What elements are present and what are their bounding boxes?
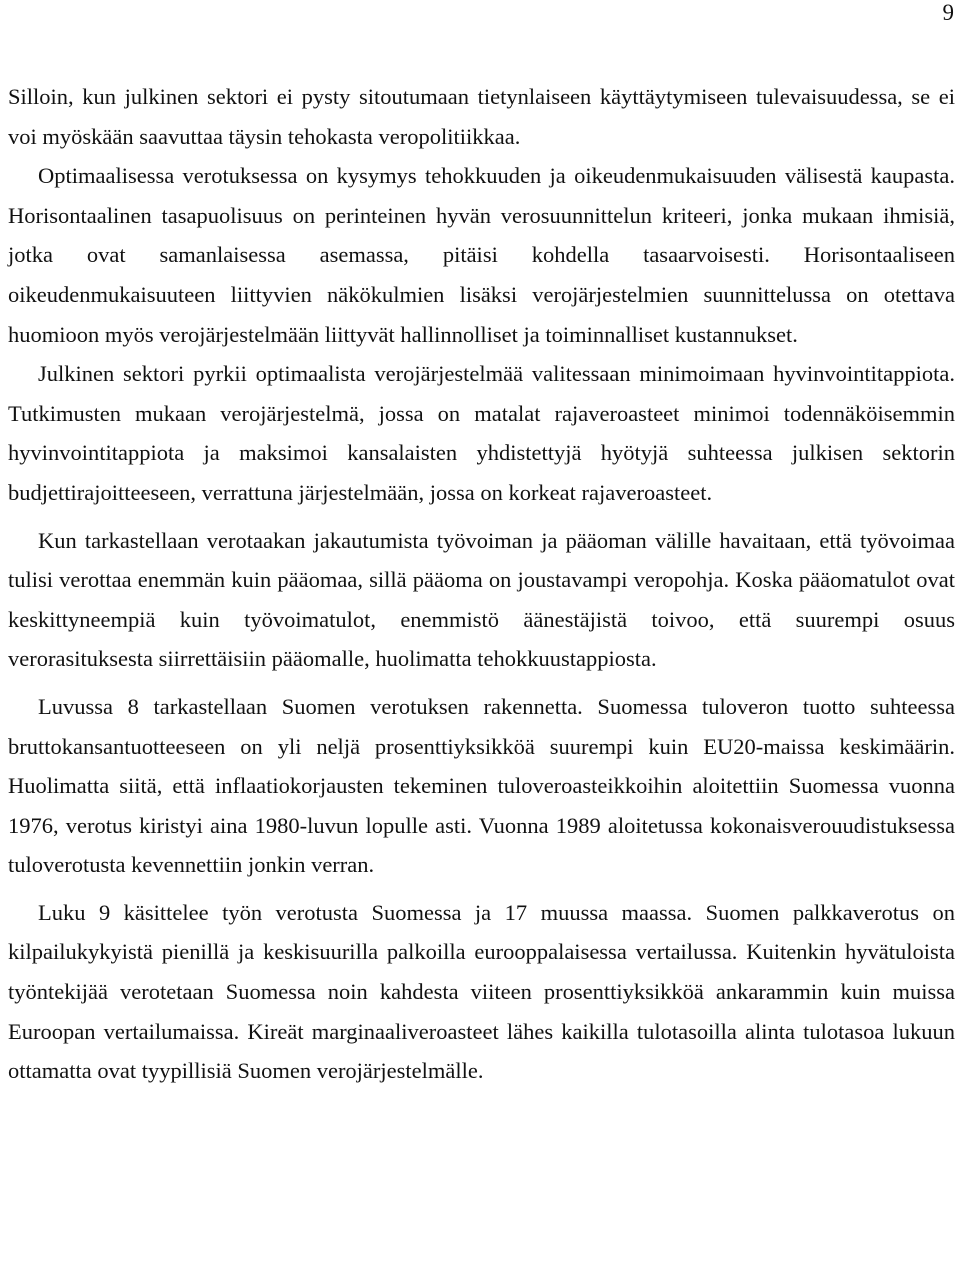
paragraph-1: Silloin, kun julkinen sektori ei pysty sitoutumaan tietynlaiseen käyttäytymiseen tulevaisuudessa, se ei voi myöskään saavuttaa täysin tehokasta veropolitiikkaa. xyxy=(8,84,955,149)
paragraph-3: Julkinen sektori pyrkii optimaalista verojärjestelmää valitessaan minimoimaan hyvinvointitappiota. Tutkimusten mukaan verojärjestelmä, jossa on matalat rajaveroasteet minimoi todennäköisemmin hyvinvointitappiota ja maksimoi kansalaisten yhdistettyjä hyötyjä suhteessa julkisen sektorin budjettirajoitteeseen, verrattuna järjestelmään, jossa on korkeat rajaveroasteet. xyxy=(8,361,955,505)
paragraph-6: Luku 9 käsittelee työn verotusta Suomessa ja 17 muussa maassa. Suomen palkkaverotus on kilpailukykyistä pienillä ja keskisuurilla palkoilla eurooppalaisessa vertailussa. Kuitenkin hyvätuloista työntekijää verotetaan Suomessa noin kahdesta viiteen prosenttiyksikköä ankarammin kuin muissa Euroopan vertailumaissa. Kireät marginaaliveroasteet lähes kaikilla tulotasoilla alinta tulotasoa lukuun ottamatta ovat tyypillisiä Suomen verojärjestelmälle. xyxy=(8,899,955,1084)
paragraph-5: Luvussa 8 tarkastellaan Suomen verotuksen rakennetta. Suomessa tuloveron tuotto suhteessa bruttokansantuotteeseen on yli neljä prosenttiyksikköä suurempi kuin EU20-maissa keskimäärin. Huolimatta siitä, että inflaatiokorjausten tekeminen tuloveroasteikkoihin aloitettiin Suomessa vuonna 1976, verotus kiristyi aina 1980-luvun lopulle asti. Vuonna 1989 aloitetussa kokonaisverouudistuksessa tuloverotusta kevennettiin jonkin verran. xyxy=(8,693,955,878)
paragraph-2: Optimaalisessa verotuksessa on kysymys tehokkuuden ja oikeudenmukaisuuden välisestä kaupasta. Horisontaalinen tasapuolisuus on perinteinen hyvän verosuunnittelun kriteeri, jonka mukaan ihmisiä, jotka ovat samanlaisessa asemassa, pitäisi kohdella tasaarvoisesti. Horisontaaliseen oikeudenmukaisuuteen liittyvien näkökulmien lisäksi verojärjestelmien suunnittelussa on otettava huomioon myös verojärjestelmään liittyvät hallinnolliset ja toiminnalliset kustannukset. xyxy=(8,163,955,347)
document-body xyxy=(8,77,955,1091)
page-number: 9 xyxy=(942,0,954,25)
paragraph-4: Kun tarkastellaan verotaakan jakautumista työvoiman ja pääoman välille havaitaan, että työvoimaa tulisi verottaa enemmän kuin pääomaa, sillä pääoma on joustavampi veropohja. Koska pääomatulot ovat keskittyneempiä kuin työvoimatulot, enemmistö äänestäjistä toivoo, että suurempi osuus verorasituksesta siirrettäisiin pääomalle, huolimatta tehokkuustappiosta. xyxy=(8,527,955,672)
